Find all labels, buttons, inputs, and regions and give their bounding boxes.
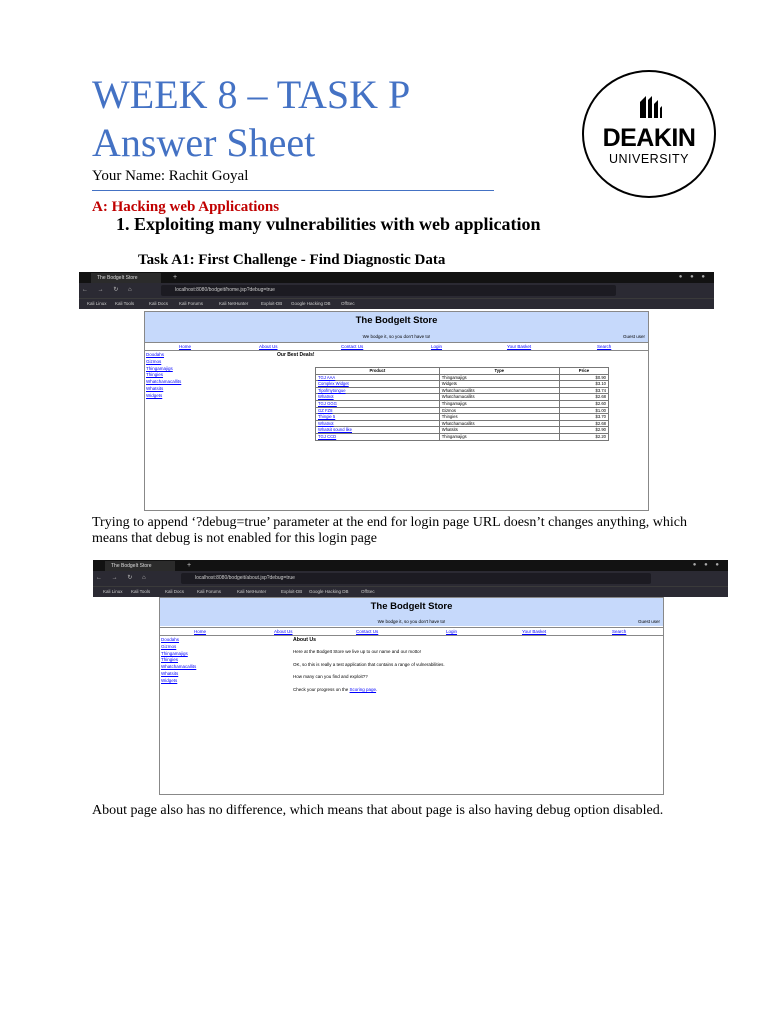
sidebar-item[interactable]: Whatchamacallits <box>161 664 197 670</box>
bookmark-item[interactable]: Kali Docs <box>165 589 185 594</box>
product-price: $3.74 <box>559 387 608 394</box>
product-price: $1.00 <box>559 407 608 414</box>
table-row <box>316 414 609 421</box>
store-menu <box>160 627 663 636</box>
store-slogan: We bodge it, so you don't have to! <box>377 619 446 624</box>
deakin-emblem-icon <box>640 96 662 118</box>
store-title: The BodgeIt Store <box>370 601 453 612</box>
sidebar-item[interactable]: Whatsits <box>146 385 164 391</box>
store-menu <box>145 342 648 351</box>
browser-tab-bar <box>93 560 728 571</box>
product-link[interactable]: Whatnot <box>316 394 440 401</box>
product-type: Whatchamacallits <box>439 420 559 427</box>
window-controls-icon[interactable]: ● ● ● <box>692 562 722 568</box>
sidebar-item[interactable]: Widgets <box>146 392 163 398</box>
nav-buttons-icon[interactable]: ← → ↻ ⌂ <box>96 575 150 581</box>
about-paragraph <box>293 687 445 692</box>
sidebar-item[interactable]: Thingamajigs <box>146 365 173 371</box>
product-link[interactable]: Whatsit sound like <box>316 427 440 434</box>
table-header: Type <box>439 368 559 375</box>
product-price: $0.90 <box>559 374 608 381</box>
about-paragraph: How many can you find and exploit?? <box>293 674 368 679</box>
product-price: $2.68 <box>559 394 608 401</box>
new-tab-icon[interactable]: + <box>187 562 192 569</box>
table-row <box>316 374 609 381</box>
menu-about[interactable]: About Us <box>274 629 293 634</box>
bookmark-item[interactable]: Exploit-DB <box>281 589 303 594</box>
product-link[interactable]: Complex Widget <box>316 381 440 388</box>
sidebar-item[interactable]: Gizmos <box>146 358 162 364</box>
url-bar[interactable]: localhost:8080/bodgeit/about.jsp?debug=true <box>181 573 651 584</box>
product-price: $2.20 <box>559 433 608 440</box>
task-a1-heading: Task A1: First Challenge - Find Diagnostic Data <box>138 252 446 268</box>
product-type: Thingamajigs <box>439 400 559 407</box>
category-sidebar <box>161 637 196 685</box>
bookmark-item[interactable]: Kali NetHunter <box>219 301 249 306</box>
menu-login[interactable]: Login <box>431 344 443 349</box>
product-type: Thingies <box>439 414 559 421</box>
table-row <box>316 400 609 407</box>
sidebar-item[interactable]: Doodahs <box>161 637 180 642</box>
bookmark-item[interactable]: Kali Linux <box>103 589 123 594</box>
bookmark-item[interactable]: Exploit-DB <box>261 301 283 306</box>
menu-home[interactable]: Home <box>179 344 192 349</box>
logo-deakin-text: DEAKIN <box>602 124 696 152</box>
store-title: The BodgeIt Store <box>355 315 438 326</box>
table-row <box>316 433 609 440</box>
browser-tab-bar <box>79 272 714 283</box>
product-price: $2.90 <box>559 427 608 434</box>
product-price: $3.10 <box>559 381 608 388</box>
sidebar-item[interactable]: Thingamajigs <box>161 650 188 656</box>
table-header: Price <box>559 368 608 375</box>
about-progress-text: Check your progress on the <box>293 686 350 692</box>
screenshot-about-debug <box>93 560 728 798</box>
sidebar-item[interactable]: Whatsits <box>161 670 179 676</box>
bookmarks-bar <box>79 298 714 309</box>
store-slogan: We bodge it, so you don't have to! <box>362 334 431 339</box>
bookmark-item[interactable]: Kali Docs <box>149 301 169 306</box>
product-type: Thingamajigs <box>439 374 559 381</box>
menu-search[interactable]: Search <box>612 629 627 634</box>
products-table <box>315 367 609 441</box>
about-heading: About Us <box>293 637 317 643</box>
menu-basket[interactable]: Your Basket <box>522 629 547 634</box>
product-link[interactable]: Thingie 5 <box>316 414 440 421</box>
browser-nav-bar <box>79 283 714 298</box>
about-progress-end: . <box>376 686 378 692</box>
deakin-logo <box>582 70 716 198</box>
product-price: $3.70 <box>559 414 608 421</box>
store-header <box>145 312 648 342</box>
bookmark-item[interactable]: OffSec <box>361 589 375 594</box>
table-row <box>316 420 609 427</box>
menu-login[interactable]: Login <box>446 629 458 634</box>
bookmarks-bar <box>93 586 728 597</box>
table-row <box>316 427 609 434</box>
about-paragraph: OK, so this is really a test application that contains a range of vulnerabilities. <box>293 661 445 667</box>
menu-home[interactable]: Home <box>194 629 207 634</box>
new-tab-icon[interactable]: + <box>173 274 178 281</box>
menu-basket[interactable]: Your Basket <box>507 344 532 349</box>
menu-contact[interactable]: Contact Us <box>341 344 364 349</box>
about-paragraph: Here at the BodgeIt Store we live up to our name and our motto! <box>293 649 421 654</box>
table-row <box>316 407 609 414</box>
table-row <box>316 381 609 388</box>
browser-tab[interactable]: The BodgeIt Store <box>105 561 175 571</box>
menu-search[interactable]: Search <box>597 344 612 349</box>
product-type: Whatchamacallits <box>439 394 559 401</box>
product-link[interactable]: Whatnot <box>316 420 440 427</box>
table-header: Product <box>316 368 440 375</box>
title-divider <box>92 190 494 191</box>
guest-user-label: Guest user <box>622 334 645 339</box>
about-content <box>293 637 445 699</box>
product-type: Whatsits <box>439 427 559 434</box>
product-type: Gizmos <box>439 407 559 414</box>
product-link[interactable]: GZ FZ8 <box>316 407 440 414</box>
heading-exploiting: 1. Exploiting many vulnerabilities with web application <box>116 214 541 234</box>
bodgeit-page <box>159 597 664 795</box>
bookmark-item[interactable]: Kali Tools <box>115 301 135 306</box>
window-controls-icon[interactable]: ● ● ● <box>678 274 708 280</box>
guest-user-label: Guest user <box>637 619 660 624</box>
bookmark-item[interactable]: Kali NetHunter <box>237 589 267 594</box>
table-row <box>316 394 609 401</box>
bodgeit-page <box>144 311 649 511</box>
menu-about[interactable]: About Us <box>259 344 278 349</box>
product-type: Whatchamacallits <box>439 387 559 394</box>
table-row <box>316 387 609 394</box>
browser-viewport <box>79 309 714 512</box>
paragraph-login-debug: Trying to append ‘?debug=true’ parameter at the end for login page URL doesn’t changes anything, which means that debug is not enabled for this login page <box>92 515 687 546</box>
product-type: Thingamajigs <box>439 433 559 440</box>
product-link[interactable]: Tipofmytongue <box>316 387 440 394</box>
product-price: $2.68 <box>559 420 608 427</box>
bookmark-item[interactable]: Google Hacking DB <box>309 589 349 594</box>
sidebar-item[interactable]: Doodahs <box>146 352 165 357</box>
bookmark-item[interactable]: Google Hacking DB <box>291 301 331 306</box>
page-title-line2: Answer Sheet <box>92 120 316 165</box>
section-a-heading: A: Hacking web Applications <box>92 199 280 215</box>
store-header <box>160 598 663 626</box>
scoring-page-link[interactable]: Scoring page <box>349 686 377 692</box>
sidebar-item[interactable]: Thingies <box>146 372 164 378</box>
sidebar-item[interactable]: Widgets <box>161 677 178 683</box>
sidebar-item[interactable]: Thingies <box>161 657 179 663</box>
logo-university-text: UNIVERSITY <box>608 152 689 166</box>
product-link[interactable]: TGJ AAA <box>316 374 440 381</box>
product-link[interactable]: TGJ CCD <box>316 433 440 440</box>
sidebar-item[interactable]: Gizmos <box>161 643 177 649</box>
browser-viewport <box>93 597 728 798</box>
bookmark-item[interactable]: Kali Linux <box>87 301 107 306</box>
menu-contact[interactable]: Contact Us <box>356 629 379 634</box>
best-deals-heading: Our Best Deals! <box>277 352 315 358</box>
product-price: $2.60 <box>559 400 608 407</box>
student-name: Your Name: Rachit Goyal <box>92 168 249 184</box>
nav-buttons-icon[interactable]: ← → ↻ ⌂ <box>82 287 136 293</box>
bookmark-item[interactable]: OffSec <box>341 301 355 306</box>
browser-nav-bar <box>93 571 728 586</box>
url-bar[interactable]: localhost:8080/bodgeit/home.jsp?debug=true <box>161 285 616 296</box>
product-link[interactable]: TGJ GGG <box>316 400 440 407</box>
paragraph-about-debug: About page also has no difference, which means that about page is also having debug option disabled. <box>92 803 664 818</box>
sidebar-item[interactable]: Whatchamacallits <box>146 379 182 385</box>
page-title-line1: WEEK 8 – TASK P <box>92 72 411 117</box>
bookmark-item[interactable]: Kali Tools <box>131 589 151 594</box>
product-type: Widgets <box>439 381 559 388</box>
bookmark-item[interactable]: Kali Forums <box>179 301 204 306</box>
bookmark-item[interactable]: Kali Forums <box>197 589 222 594</box>
category-sidebar <box>146 352 181 400</box>
browser-tab[interactable]: The BodgeIt Store <box>91 273 161 283</box>
screenshot-home-debug <box>79 272 714 512</box>
